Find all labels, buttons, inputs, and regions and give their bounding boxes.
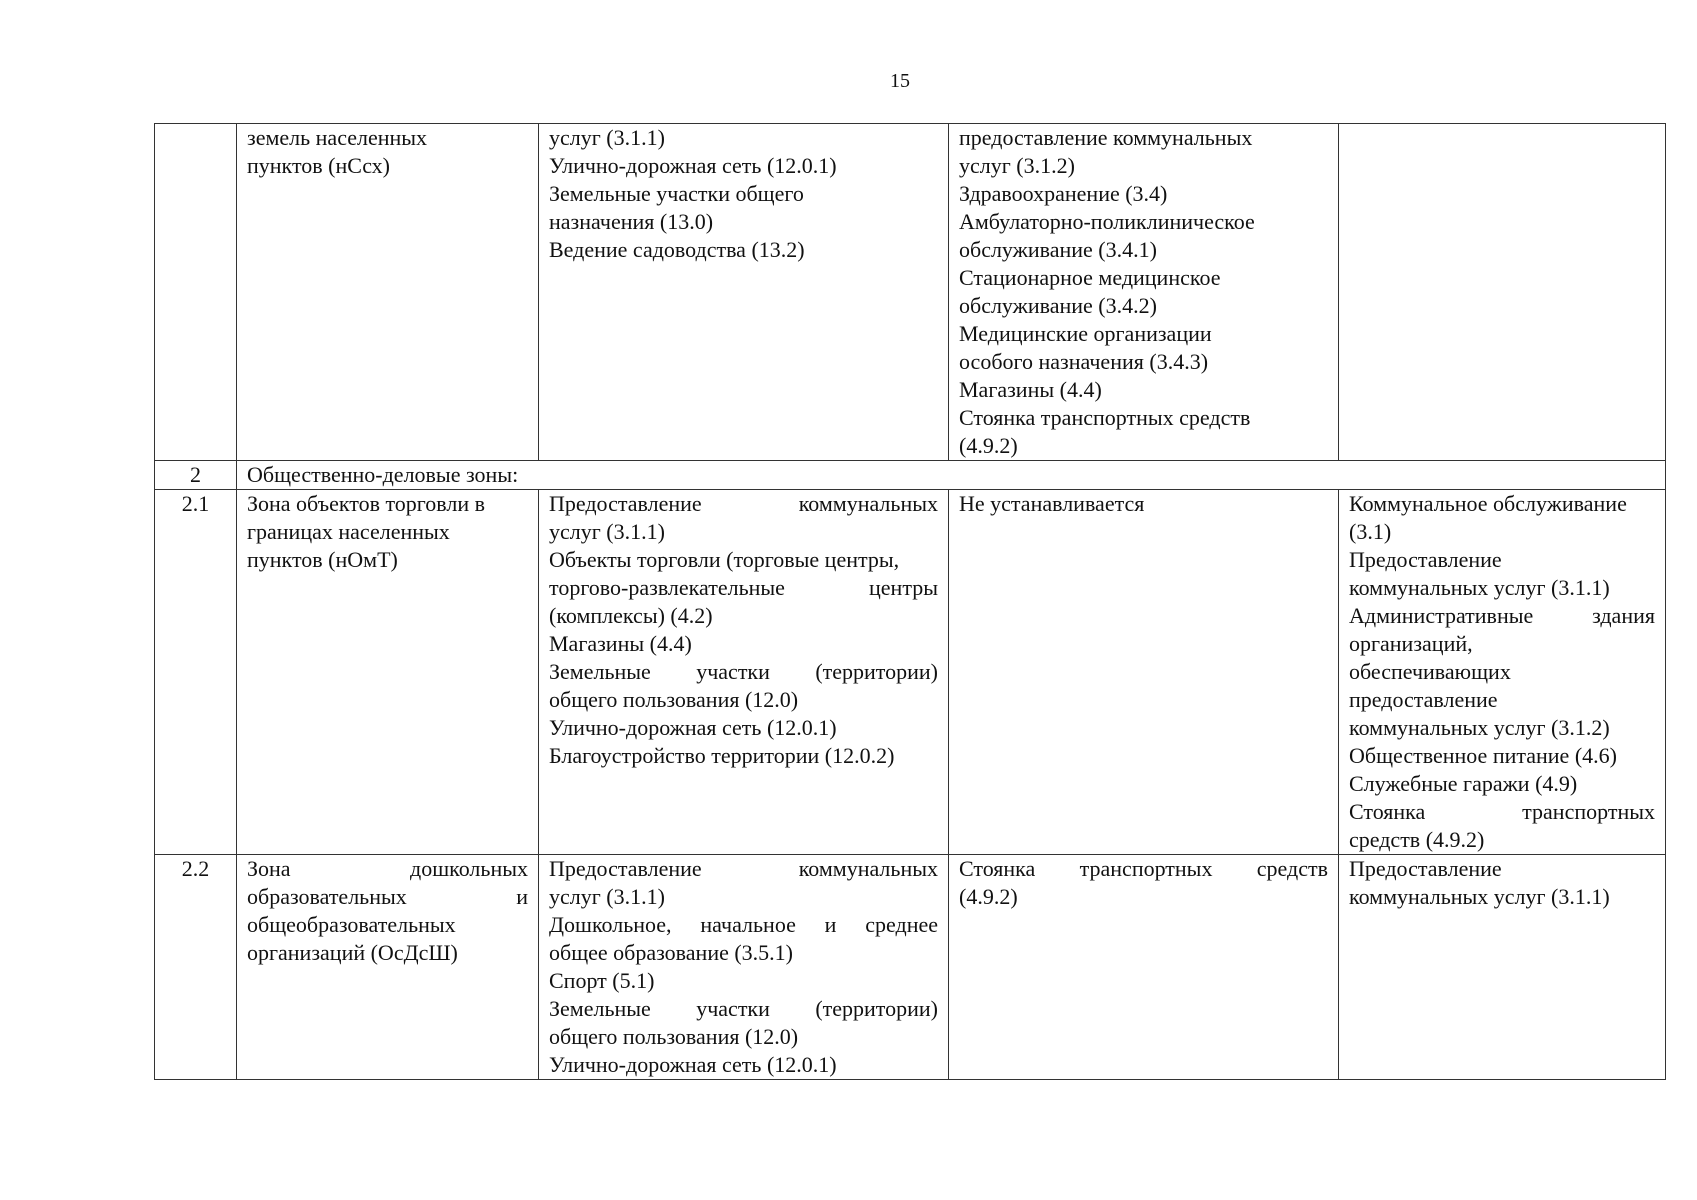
use-line: предоставление коммунальных [959, 125, 1253, 150]
zone-name-line: Зона дошкольных [247, 856, 528, 881]
use-line: Стоянка транспортных средств [959, 405, 1251, 430]
use-line: Улично-дорожная сеть (12.0.1) [549, 1052, 837, 1077]
use-line: (комплексы) (4.2) [549, 603, 713, 628]
main-uses-cell [539, 855, 949, 1080]
use-line: обслуживание (3.4.1) [959, 237, 1157, 262]
use-line: услуг (3.1.1) [549, 125, 665, 150]
zone-name-line: Зона объектов торговли в [247, 491, 485, 516]
use-line: Спорт (5.1) [549, 968, 655, 993]
zone-name-cell [237, 124, 539, 461]
use-line: Медицинские организации [959, 321, 1212, 346]
page-number: 15 [890, 70, 910, 92]
use-line: Здравоохранение (3.4) [959, 181, 1168, 206]
use-line: Коммунальное обслуживание [1349, 491, 1627, 516]
use-line: услуг (3.1.1) [549, 884, 665, 909]
section-row [155, 461, 1666, 490]
use-line: Предоставление коммунальных [549, 491, 938, 516]
use-line: Стационарное медицинское [959, 265, 1221, 290]
zone-name-line: земель населенных [247, 125, 428, 150]
row-number: 2.1 [155, 490, 237, 855]
use-line: Улично-дорожная сеть (12.0.1) [549, 153, 837, 178]
use-line: услуг (3.1.2) [959, 153, 1075, 178]
use-line: услуг (3.1.1) [549, 519, 665, 544]
zone-name-cell [237, 855, 539, 1080]
section-title: Общественно-деловые зоны: [237, 461, 1666, 490]
use-line: Земельные участки (территории) [549, 659, 938, 684]
zone-name-line: организаций (ОсДсШ) [247, 940, 458, 965]
use-line: Стоянка транспортных [1349, 799, 1655, 824]
use-line: (3.1) [1349, 519, 1392, 544]
table-row [155, 855, 1666, 1080]
use-line: обслуживание (3.4.2) [959, 293, 1157, 318]
use-line: Объекты торговли (торговые центры, [549, 547, 900, 572]
zone-name-line: образовательных и [247, 884, 528, 909]
use-line: общее образование (3.5.1) [549, 940, 794, 965]
use-line: Улично-дорожная сеть (12.0.1) [549, 715, 837, 740]
table-row [155, 124, 1666, 461]
use-line: Магазины (4.4) [959, 377, 1102, 402]
zone-name-line: пунктов (нОмТ) [247, 547, 398, 572]
zones-table [154, 123, 1666, 1080]
section-number: 2 [155, 461, 237, 490]
use-line: Предоставление [1349, 856, 1502, 881]
main-uses-cell [539, 124, 949, 461]
auxiliary-uses-cell [1339, 490, 1666, 855]
use-line: Общественное питание (4.6) [1349, 743, 1617, 768]
use-line: Магазины (4.4) [549, 631, 692, 656]
row-number [155, 124, 237, 461]
auxiliary-uses-cell [1339, 855, 1666, 1080]
use-line: Стоянка транспортных средств [959, 856, 1328, 881]
use-line: (4.9.2) [959, 433, 1018, 458]
zone-name-cell [237, 490, 539, 855]
conditional-uses-cell [949, 124, 1339, 461]
use-line: Ведение садоводства (13.2) [549, 237, 805, 262]
use-line: Амбулаторно-поликлиническое [959, 209, 1255, 234]
use-line: общего пользования (12.0) [549, 1024, 799, 1049]
use-line: Благоустройство территории (12.0.2) [549, 743, 895, 768]
table-row [155, 490, 1666, 855]
use-line: общего пользования (12.0) [549, 687, 799, 712]
zone-name-line: пунктов (нСсх) [247, 153, 390, 178]
use-line: обеспечивающих [1349, 659, 1511, 684]
use-line: коммунальных услуг (3.1.2) [1349, 715, 1610, 740]
conditional-uses-cell [949, 855, 1339, 1080]
use-line: средств (4.9.2) [1349, 827, 1485, 852]
zone-name-line: общеобразовательных [247, 912, 456, 937]
use-line: особого назначения (3.4.3) [959, 349, 1209, 374]
use-line: Административные здания [1349, 603, 1655, 628]
use-line: Предоставление [1349, 547, 1502, 572]
use-line: коммунальных услуг (3.1.1) [1349, 884, 1610, 909]
use-line: Земельные участки (территории) [549, 996, 938, 1021]
main-uses-cell [539, 490, 949, 855]
use-line: Земельные участки общего [549, 181, 804, 206]
conditional-uses-cell [949, 490, 1339, 855]
use-line: Не устанавливается [959, 491, 1145, 516]
use-line: Служебные гаражи (4.9) [1349, 771, 1578, 796]
auxiliary-uses-cell [1339, 124, 1666, 461]
use-line: предоставление [1349, 687, 1498, 712]
use-line: назначения (13.0) [549, 209, 714, 234]
use-line: (4.9.2) [959, 884, 1018, 909]
zone-name-line: границах населенных [247, 519, 450, 544]
use-line: коммунальных услуг (3.1.1) [1349, 575, 1610, 600]
use-line: торгово-развлекательные центры [549, 575, 938, 600]
use-line: организаций, [1349, 631, 1473, 656]
use-line: Дошкольное, начальное и среднее [549, 912, 938, 937]
use-line: Предоставление коммунальных [549, 856, 938, 881]
row-number: 2.2 [155, 855, 237, 1080]
